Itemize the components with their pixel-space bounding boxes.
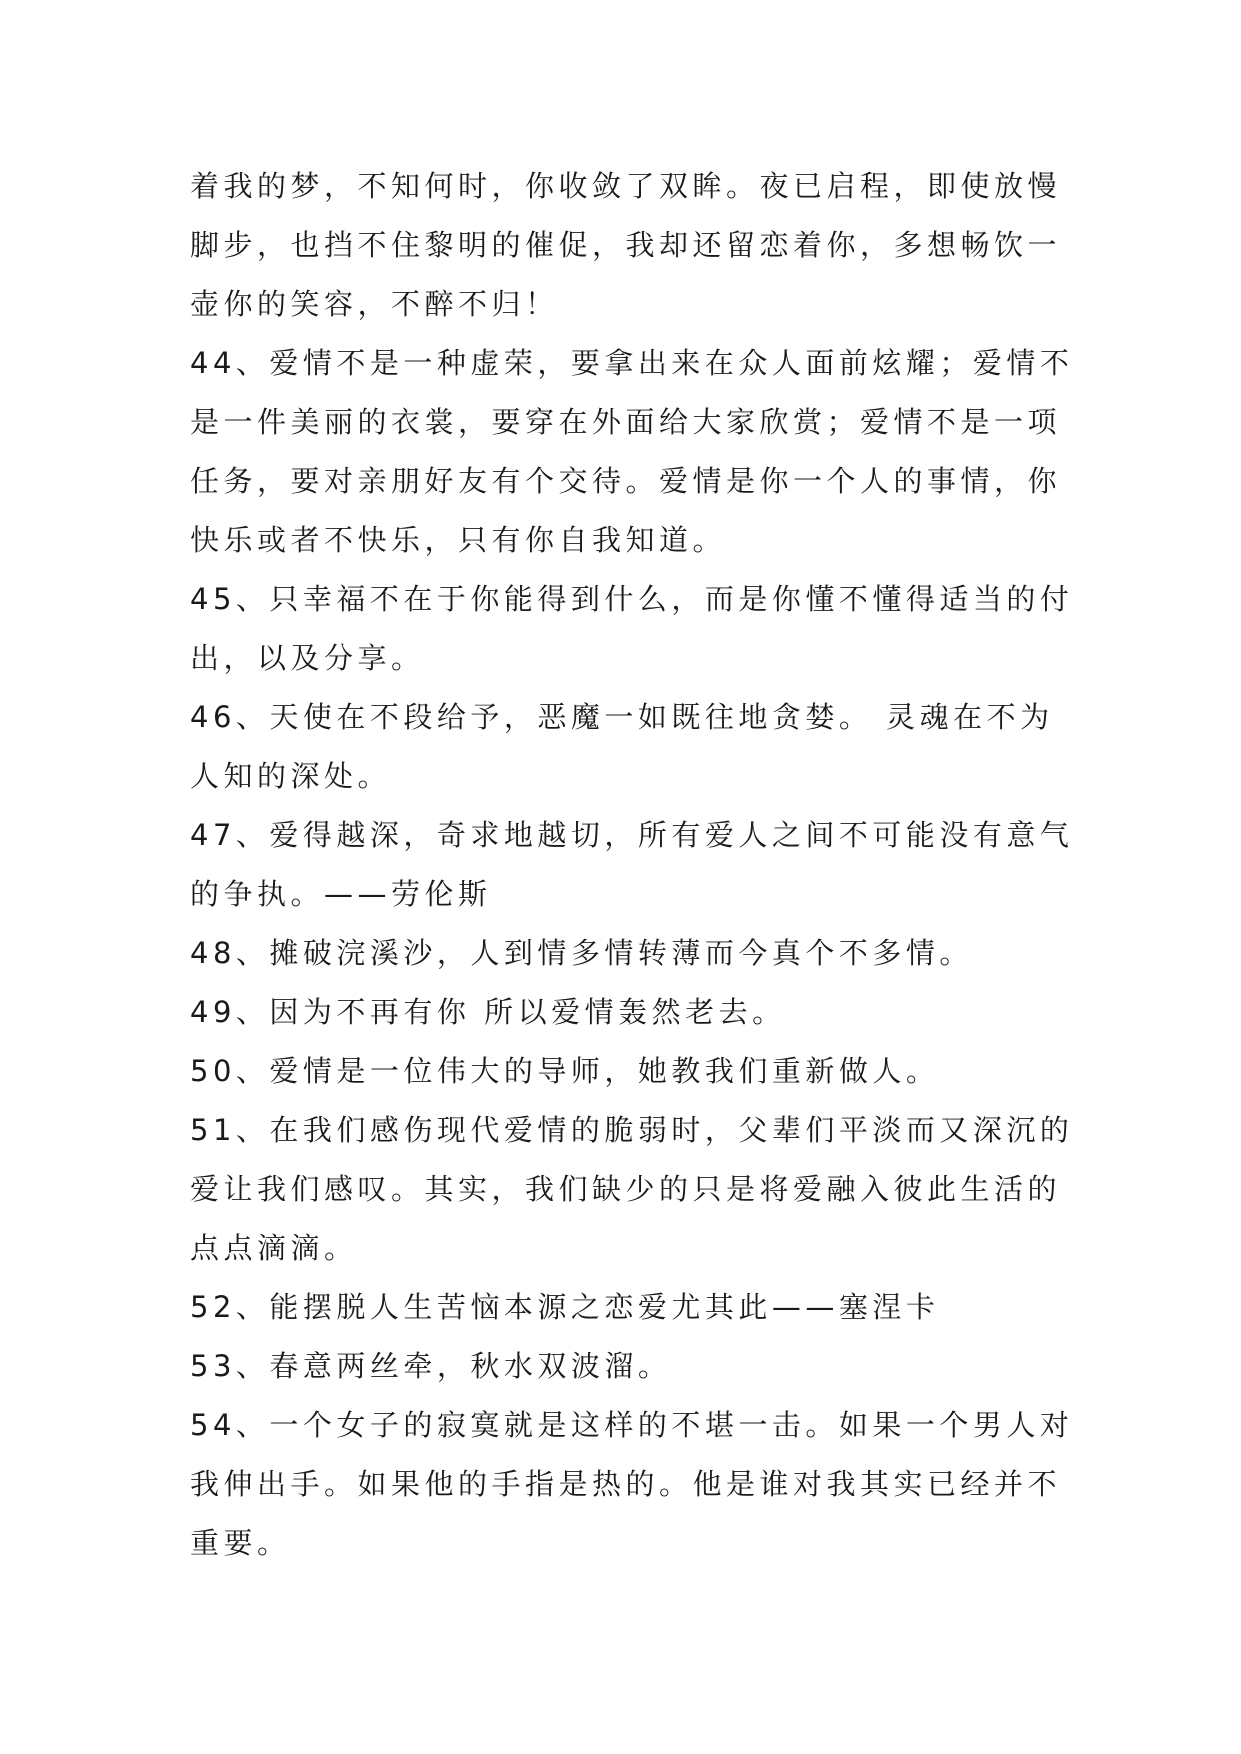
paragraph-51 <box>190 1101 1074 1278</box>
document-body <box>190 157 1074 1573</box>
text-line: 51、在我们感伤现代爱情的脆弱时，父辈们平淡而又深沉的 <box>190 1113 1074 1147</box>
text-line: 54、一个女子的寂寞就是这样的不堪一击。如果一个男人对 <box>190 1408 1074 1442</box>
text-line: 脚步，也挡不住黎明的催促，我却还留恋着你，多想畅饮一 <box>190 228 1062 262</box>
text-line: 52、能摆脱人生苦恼本源之恋爱尤其此——塞涅卡 <box>190 1290 940 1324</box>
text-line: 44、爱情不是一种虚荣，要拿出来在众人面前炫耀；爱情不 <box>190 346 1074 380</box>
paragraph-52 <box>190 1278 1052 1337</box>
text-line: 爱让我们感叹。其实，我们缺少的只是将爱融入彼此生活的 <box>190 1172 1062 1206</box>
paragraph-47 <box>190 806 1074 924</box>
paragraph-48 <box>190 924 1052 983</box>
text-line: 53、春意两丝牵，秋水双波溜。 <box>190 1349 672 1383</box>
text-line: 的争执。——劳伦斯 <box>190 877 492 911</box>
text-line: 49、因为不再有你 所以爱情轰然老去。 <box>190 995 786 1029</box>
text-line: 48、摊破浣溪沙，人到情多情转薄而今真个不多情。 <box>190 936 973 970</box>
text-line: 47、爱得越深，奇求地越切，所有爱人之间不可能没有意气 <box>190 818 1074 852</box>
text-line: 46、天使在不段给予，恶魔一如既往地贪婪。 灵魂在不为 <box>190 700 1054 734</box>
text-line: 50、爱情是一位伟大的导师，她教我们重新做人。 <box>190 1054 940 1088</box>
paragraph-continuation <box>190 157 1062 334</box>
paragraph-49 <box>190 983 1052 1042</box>
text-line: 快乐或者不快乐，只有你自我知道。 <box>190 523 727 557</box>
paragraph-44 <box>190 334 1074 570</box>
text-line: 45、只幸福不在于你能得到什么，而是你懂不懂得适当的付 <box>190 582 1074 616</box>
text-line: 是一件美丽的衣裳，要穿在外面给大家欣赏；爱情不是一项 <box>190 405 1062 439</box>
text-line: 人知的深处。 <box>190 759 392 793</box>
text-line: 点点滴滴。 <box>190 1231 358 1265</box>
text-line: 任务，要对亲朋好友有个交待。爱情是你一个人的事情，你 <box>190 464 1062 498</box>
text-line: 重要。 <box>190 1526 291 1560</box>
paragraph-50 <box>190 1042 1052 1101</box>
paragraph-45 <box>190 570 1074 688</box>
text-line: 着我的梦，不知何时，你收敛了双眸。夜已启程，即使放慢 <box>190 169 1062 203</box>
text-line: 壶你的笑容，不醉不归！ <box>190 287 559 321</box>
text-line: 出，以及分享。 <box>190 641 425 675</box>
text-line: 我伸出手。如果他的手指是热的。他是谁对我其实已经并不 <box>190 1467 1062 1501</box>
paragraph-46 <box>190 688 1052 806</box>
paragraph-54 <box>190 1396 1074 1573</box>
paragraph-53 <box>190 1337 1052 1396</box>
